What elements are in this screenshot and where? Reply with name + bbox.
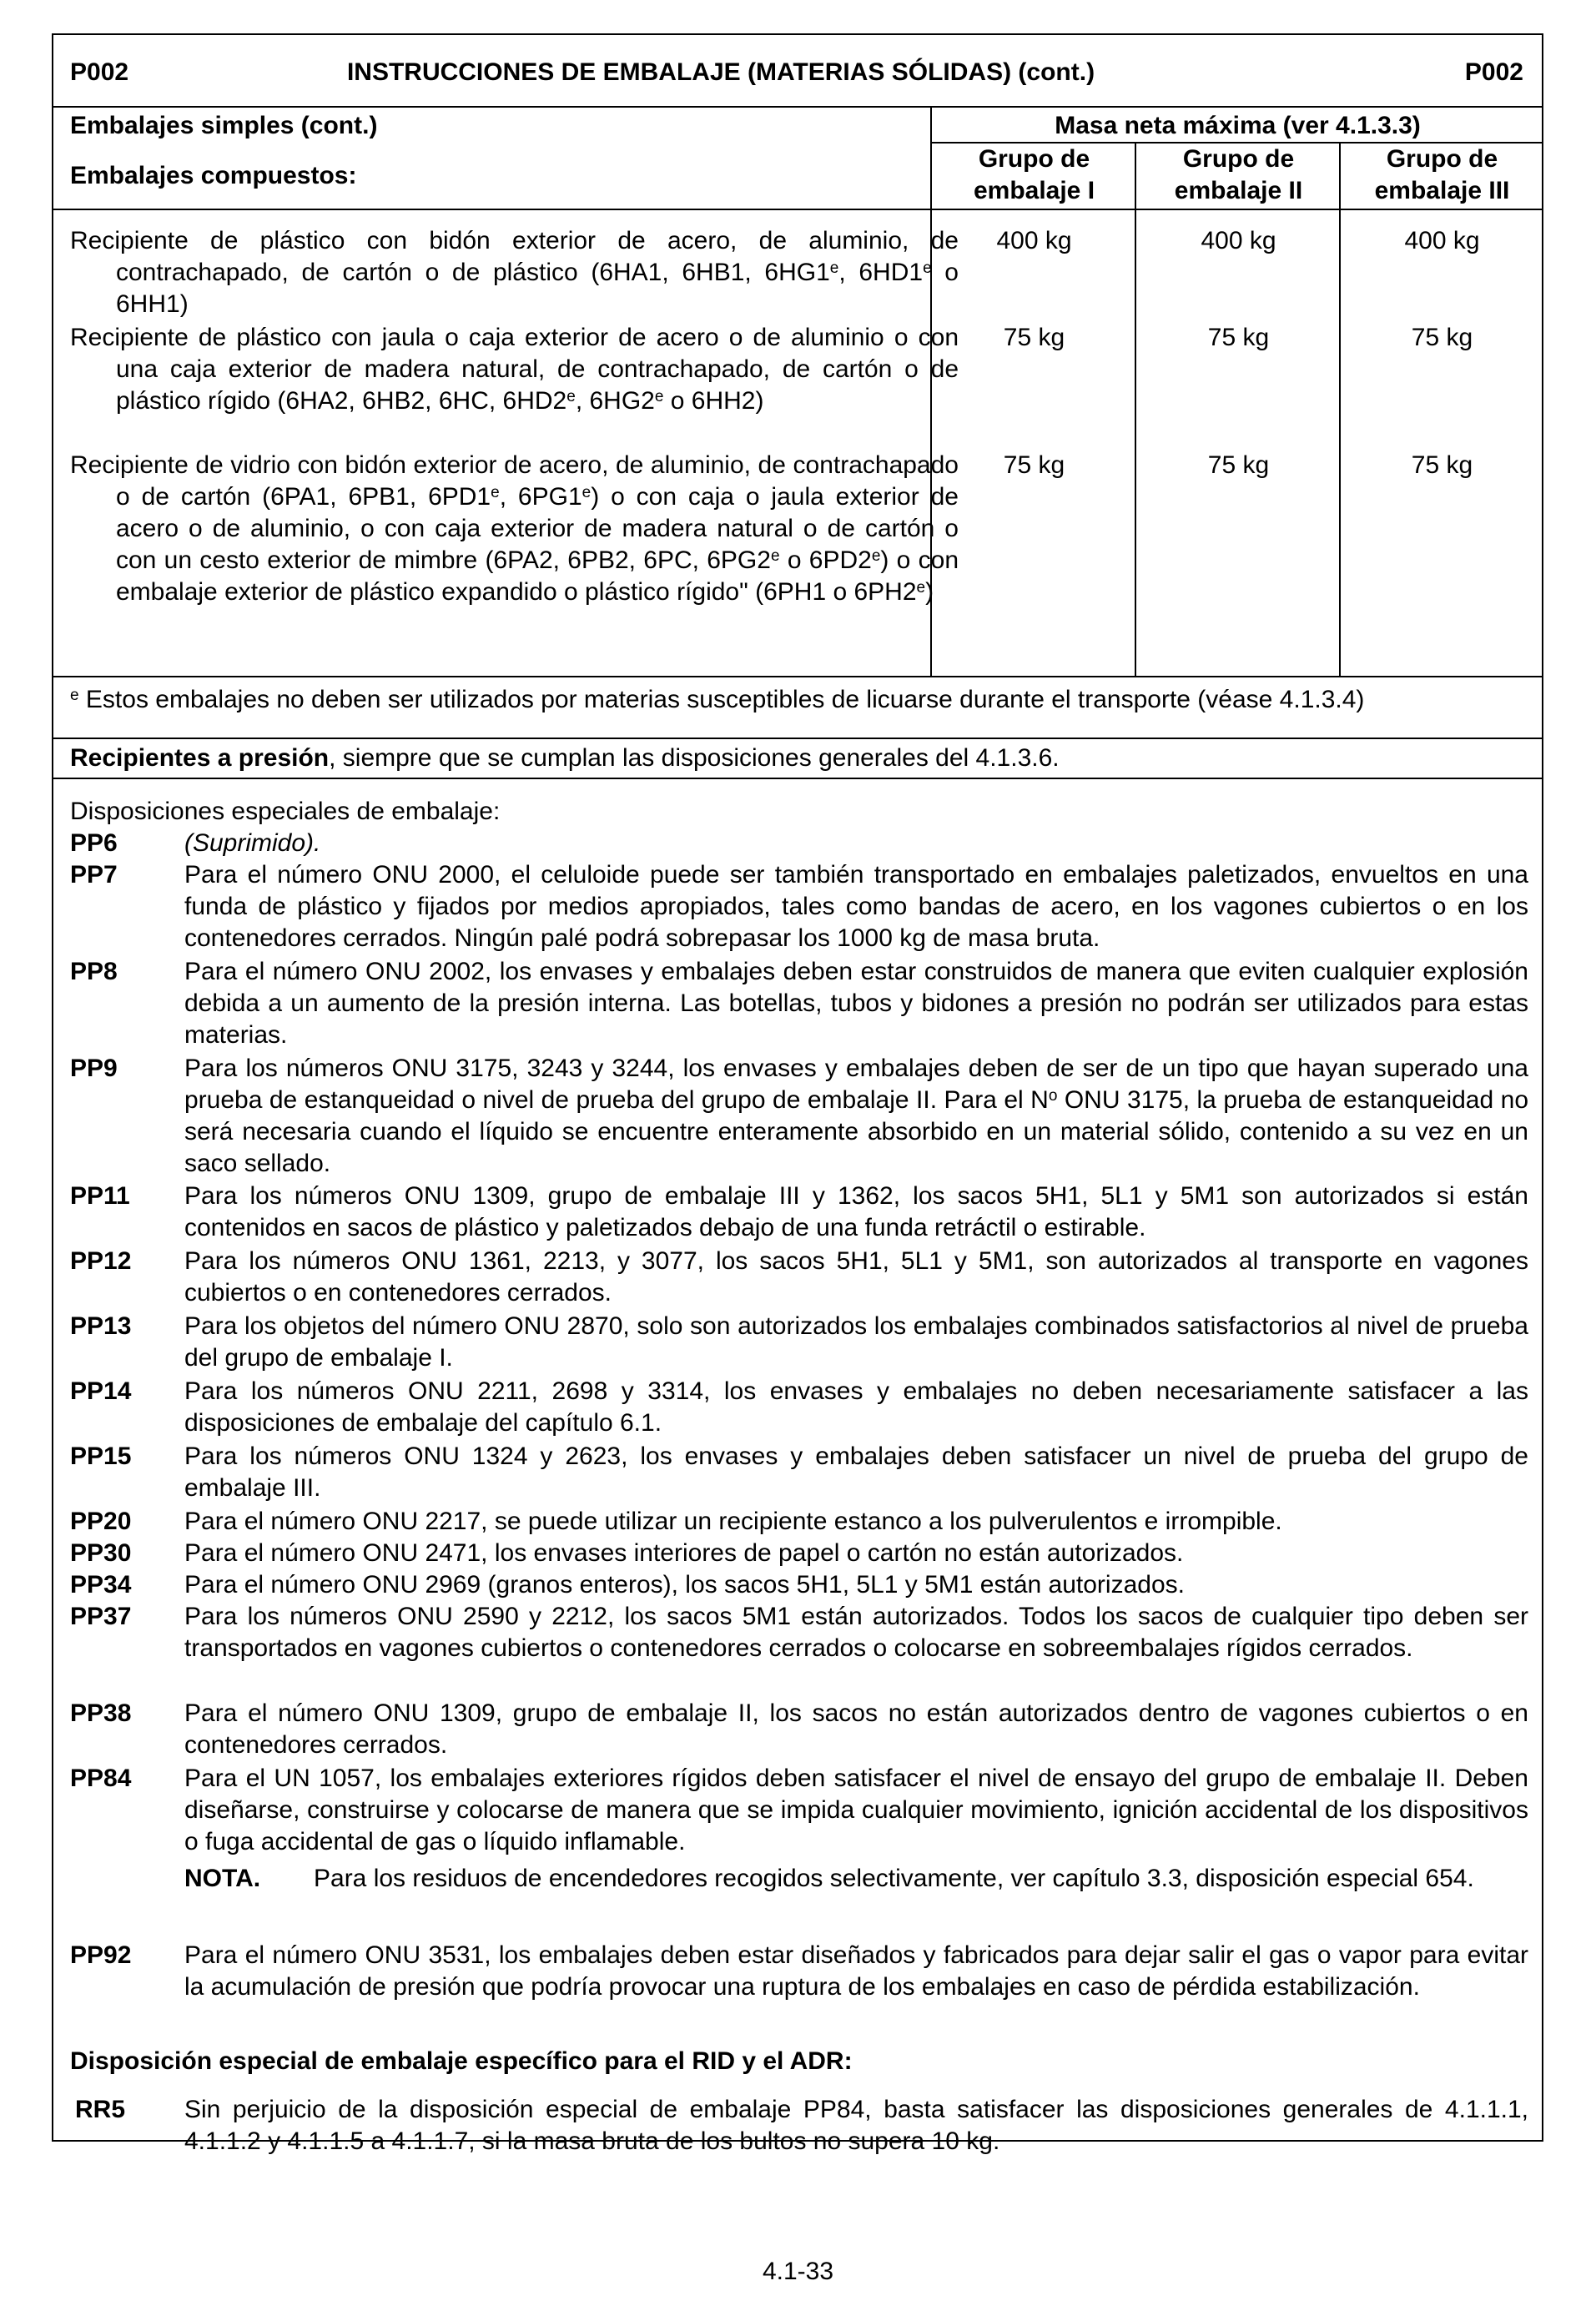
nota (184, 1863, 1528, 1895)
provision-code: PP7 (70, 861, 118, 889)
provision-pp12 (70, 1246, 1528, 1309)
provision-rr5 (70, 2094, 1528, 2157)
provision-code: PP20 (70, 1508, 132, 1535)
provision-code: PP84 (70, 1765, 132, 1792)
provision-pp30 (70, 1538, 1528, 1569)
header-code-right: P002 (1464, 58, 1523, 86)
provision-pp15 (70, 1441, 1528, 1504)
table-cell-value: 400 kg (996, 227, 1072, 254)
page-number: 4.1-33 (762, 2258, 834, 2285)
provision-pp92 (70, 1940, 1528, 2003)
provision-pp37 (70, 1601, 1528, 1664)
header-code-left: P002 (70, 58, 129, 86)
footnote: $^e$ Estos embalajes no deben ser utilizados por materias susceptibles de licuarse durante el transporte (véase 4.1.3.4) (70, 686, 1365, 713)
provision-pp6 (70, 828, 1528, 859)
divider (53, 676, 1542, 677)
provision-text: Para el número ONU 2471, los envases interiores de papel o cartón no están autorizados. (184, 1539, 1184, 1567)
provision-text: Para los números ONU 2590 y 2212, los sacos 5M1 están autorizados. Todos los sacos de cualquier tipo deben ser transportados en vagones cubiertos o contenedores cerrados o colocarse en sobreembalajes rígidos cerrados. (184, 1603, 1528, 1662)
provision-text: Para los números ONU 1361, 2213, y 3077, los sacos 5H1, 5L1 y 5M1, son autorizados al transporte en vagones cubiertos o en contenedores cerrados. (184, 1247, 1528, 1307)
table-cell-value: 75 kg (1207, 324, 1270, 351)
provision-code: PP37 (70, 1603, 132, 1630)
provision-code: PP11 (70, 1182, 130, 1210)
simples-label: Embalajes simples (cont.) (70, 112, 378, 139)
provision-code: PP13 (70, 1312, 132, 1340)
provision-pp13 (70, 1311, 1528, 1374)
provision-code: PP92 (70, 1941, 132, 1969)
provision-text: Para los números ONU 3175, 3243 y 3244, los envases y embalajes deben de ser de un tipo que hayan superado una prueba de estanqueidad o nivel de prueba del grupo de embalaje II. Para el $N^o$ ONU 3175, la prueba de estanqueidad no será necesaria cuando el líquido se encuentre enteramente absorbido en un material sólido, contenido a su vez en un saco sellado. (184, 1055, 1529, 1177)
provision-pp11 (70, 1181, 1528, 1244)
group-header-2: Grupo de embalaje II (1174, 145, 1303, 204)
divider (53, 209, 1542, 210)
divider (53, 738, 1542, 739)
table-row-description: Recipiente de vidrio con bidón exterior de acero, de aluminio, de contrachapado o de cartón (6PA1, 6PB1, 6PD1e, 6PG1e) o con caja o jaula exterior de acero o de aluminio, o con caja exterior de madera natural o de cartón o con un cesto exterior de mimbre (6PA2, 6PB2, 6PC, 6PG2e o 6PD2e) o con embalaje exterior de plástico expandido o plástico rígido" (6PH1 o 6PH2e) (70, 451, 959, 606)
provision-code: PP9 (70, 1055, 118, 1082)
provision-code: PP12 (70, 1247, 132, 1275)
provision-pp7 (70, 859, 1528, 954)
provision-code: PP30 (70, 1539, 132, 1567)
table-row-description: Recipiente de plástico con jaula o caja exterior de acero o de aluminio o con una caja exterior de madera natural, de contrachapado, de cartón o de plástico rígido (6HA2, 6HB2, 6HC, 6HD2e, 6HG2e o 6HH2) (70, 324, 959, 415)
provision-code: PP14 (70, 1377, 132, 1405)
special-provisions-heading: Disposiciones especiales de embalaje: (70, 798, 501, 825)
provision-code: RR5 (75, 2096, 126, 2123)
table-cell-value: 400 kg (1404, 227, 1480, 254)
provision-pp34 (70, 1569, 1528, 1601)
table-cell-value: 75 kg (1411, 451, 1473, 479)
provision-text: Para el UN 1057, los embalajes exteriores rígidos deben satisfacer el nivel de ensayo del grupo de embalaje II. Deben diseñarse, construirse y colocarse de manera que se impida cualquier movimiento, ignición accidental de los dispositivos o fuga accidental de gas o líquido inflamable. NOTA. Para los residuos de encendedores recogidos selectivamente, ver capítulo 3.3, disposición especial 654. (184, 1763, 1528, 1895)
masa-header: Masa neta máxima (ver 4.1.3.3) (1055, 112, 1421, 139)
provision-pp84 (70, 1763, 1528, 1895)
provision-text: Para el número ONU 2969 (granos enteros), los sacos 5H1, 5L1 y 5M1 están autorizados. (184, 1571, 1185, 1599)
provision-text: (Suprimido). (184, 829, 321, 857)
compuestos-label: Embalajes compuestos: (70, 162, 357, 189)
provision-text: Para los números ONU 1324 y 2623, los envases y embalajes deben satisfacer un nivel de prueba del grupo de embalaje III. (184, 1442, 1528, 1502)
provision-code: PP34 (70, 1571, 132, 1599)
provision-text: Para el número ONU 2002, los envases y embalajes deben estar construidos de manera que eviten cualquier explosión debida a un aumento de la presión interna. Las botellas, tubos y bidones a presión no podrán ser utilizados para estas materias. (184, 958, 1528, 1049)
table-cell-value: 75 kg (1207, 451, 1270, 479)
provision-text: Sin perjuicio de la disposición especial de embalaje PP84, basta satisfacer las disposiciones generales de 4.1.1.1, 4.1.1.2 y 4.1.1.5 a 4.1.1.7, si la masa bruta de los bultos no supera 10 kg. (184, 2096, 1528, 2155)
header-title: INSTRUCCIONES DE EMBALAJE (MATERIAS SÓLIDAS) (cont.) (346, 58, 1095, 86)
rid-adr-heading: Disposición especial de embalaje específico para el RID y el ADR: (70, 2047, 853, 2075)
provision-pp14 (70, 1376, 1528, 1439)
table-cell-value: 400 kg (1201, 227, 1276, 254)
provision-text: Para los objetos del número ONU 2870, solo son autorizados los embalajes combinados satisfactorios al nivel de prueba del grupo de embalaje I. (184, 1312, 1528, 1372)
provision-pp38 (70, 1698, 1528, 1761)
provision-text: Para los números ONU 2211, 2698 y 3314, los envases y embalajes no deben necesariamente satisfacer a las disposiciones de embalaje del capítulo 6.1. (184, 1377, 1528, 1437)
provision-text: Para el número ONU 3531, los embalajes deben estar diseñados y fabricados para dejar salir el gas o vapor para evitar la acumulación de presión que podría provocar una ruptura de los embalajes en caso de pérdida estabilización. (184, 1941, 1528, 2001)
provision-pp9 (70, 1053, 1528, 1180)
group-header-1: Grupo de embalaje I (973, 145, 1095, 204)
provision-pp8 (70, 956, 1528, 1051)
provision-text: Para el número ONU 2217, se puede utilizar un recipiente estanco a los pulverulentos e irrompible. (184, 1508, 1282, 1535)
divider (1135, 142, 1136, 676)
provision-code: PP38 (70, 1699, 132, 1727)
table-cell-value: 75 kg (1003, 451, 1065, 479)
pressure-receptacles: Recipientes a presión, siempre que se cumplan las disposiciones generales del 4.1.3.6. (70, 744, 1060, 772)
divider (1339, 142, 1341, 676)
packing-instruction-frame (52, 33, 1543, 2155)
table-cell-value: 75 kg (1003, 324, 1065, 351)
provision-text: Para los números ONU 1309, grupo de embalaje III y 1362, los sacos 5H1, 5L1 y 5M1 son autorizados si están contenidos en sacos de plástico y paletizados debajo de una funda retráctil o estirable. (184, 1182, 1528, 1241)
table-row-description: Recipiente de plástico con bidón exterior de acero, de aluminio, de contrachapado, de cartón o de plástico (6HA1, 6HB1, 6HG1e, 6HD1e o 6HH1) (70, 227, 959, 318)
provision-code: PP6 (70, 829, 118, 857)
provision-text: Para el número ONU 1309, grupo de embalaje II, los sacos no están autorizados dentro de vagones cubiertos o en contenedores cerrados. (184, 1699, 1528, 1759)
provision-text: Para el número ONU 2000, el celuloide puede ser también transportado en embalajes paletizados, envueltos en una funda de plástico y fijados por medios apropiados, tales como bandas de acero, en los vagones cubiertos o en los contenedores cerrados. Ningún palé podrá sobrepasar los 1000 kg de masa bruta. (184, 861, 1528, 952)
nota-label: NOTA. (184, 1865, 261, 1892)
provision-code: PP15 (70, 1442, 132, 1470)
group-header-3: Grupo de embalaje III (1374, 145, 1510, 204)
provision-pp20 (70, 1506, 1528, 1538)
divider (53, 106, 1542, 108)
provision-code: PP8 (70, 958, 118, 985)
nota-text: Para los residuos de encendedores recogidos selectivamente, ver capítulo 3.3, disposición especial 654. (314, 1865, 1474, 1892)
table-cell-value: 75 kg (1411, 324, 1473, 351)
divider (53, 778, 1542, 779)
